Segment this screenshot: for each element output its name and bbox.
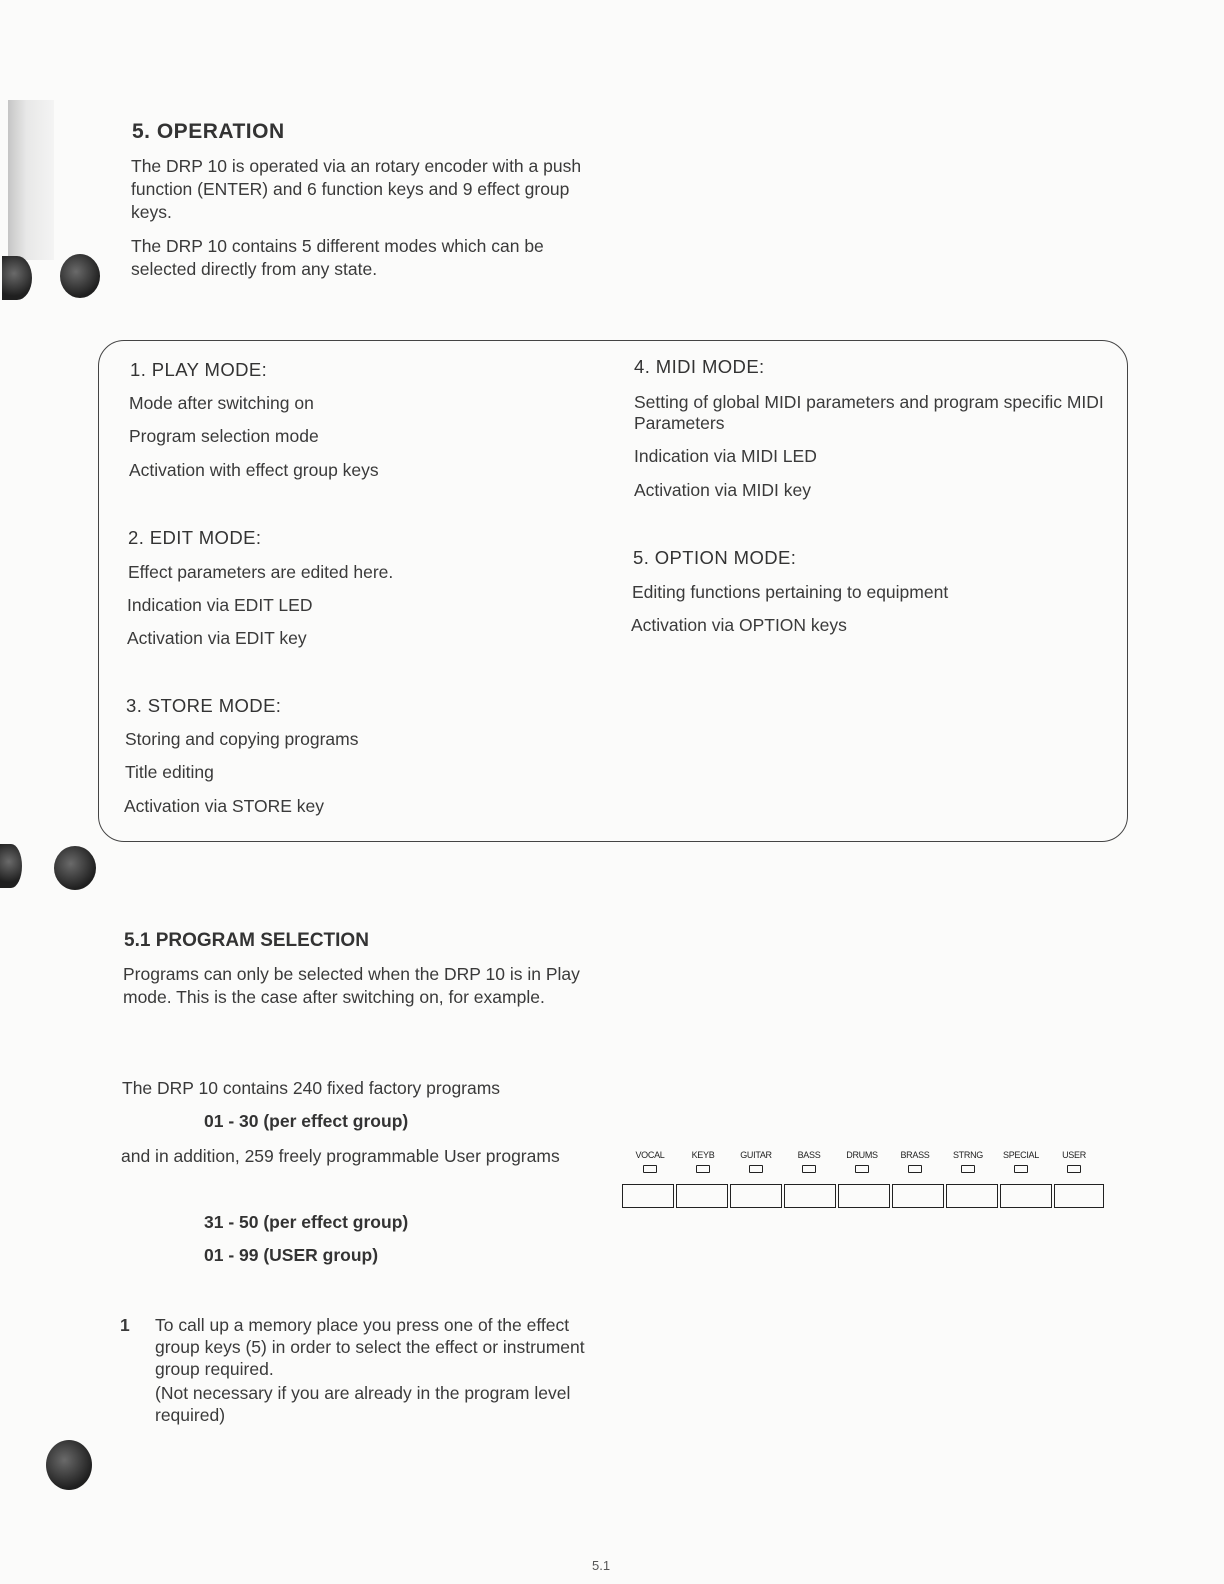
user-range: 31 - 50 (per effect group) bbox=[204, 1212, 409, 1232]
page-number: 5.1 bbox=[592, 1558, 611, 1573]
key-label: GUITAR bbox=[740, 1150, 772, 1160]
factory-programs-line: The DRP 10 contains 240 fixed factory programs bbox=[122, 1078, 501, 1098]
punch-hole-icon bbox=[46, 1440, 92, 1490]
mode-line: Indication via MIDI LED bbox=[634, 446, 817, 466]
mode-line: Setting of global MIDI parameters and program specific MIDI Parameters bbox=[634, 392, 1104, 433]
section-paragraph: The DRP 10 contains 5 different modes which can be selected directly from any state. bbox=[131, 236, 544, 279]
key-column bbox=[889, 1150, 941, 1173]
key-label: VOCAL bbox=[635, 1150, 665, 1160]
mode-line: Program selection mode bbox=[129, 426, 319, 446]
led-icon bbox=[908, 1165, 922, 1173]
effect-group-key-icon bbox=[838, 1184, 890, 1208]
binder-edge-shadow bbox=[8, 100, 54, 260]
mode-line: Title editing bbox=[125, 762, 214, 782]
mode-title: 5. OPTION MODE: bbox=[633, 547, 797, 568]
mode-line: Storing and copying programs bbox=[125, 729, 359, 749]
step-text: To call up a memory place you press one of the effect group keys (5) in order to select the effect or instrument group required. bbox=[155, 1315, 585, 1379]
mode-line: Editing functions pertaining to equipment bbox=[632, 582, 949, 602]
key-label: BRASS bbox=[900, 1150, 930, 1160]
led-icon bbox=[1014, 1165, 1028, 1173]
punch-hole-icon bbox=[2, 256, 32, 300]
led-icon bbox=[961, 1165, 975, 1173]
led-icon bbox=[749, 1165, 763, 1173]
mode-title: 1. PLAY MODE: bbox=[130, 359, 268, 380]
step-number: 1 bbox=[120, 1315, 130, 1335]
effect-group-key-icon bbox=[892, 1184, 944, 1208]
effect-group-key-icon bbox=[946, 1184, 998, 1208]
mode-line: Activation via STORE key bbox=[124, 796, 325, 816]
key-label: USER bbox=[1062, 1150, 1086, 1160]
key-column bbox=[836, 1150, 888, 1173]
effect-group-key-icon bbox=[676, 1184, 728, 1208]
key-label: BASS bbox=[797, 1150, 821, 1160]
mode-line: Indication via EDIT LED bbox=[127, 595, 313, 615]
key-label: SPECIAL bbox=[1003, 1150, 1039, 1160]
punch-hole-icon bbox=[0, 844, 22, 888]
led-icon bbox=[696, 1165, 710, 1173]
led-icon bbox=[802, 1165, 816, 1173]
mode-line: Activation via OPTION keys bbox=[631, 615, 847, 635]
key-column bbox=[942, 1150, 994, 1173]
subsection-title: 5.1 PROGRAM SELECTION bbox=[124, 930, 369, 951]
key-label: STRNG bbox=[952, 1150, 983, 1160]
effect-group-key-icon bbox=[1054, 1184, 1104, 1208]
led-icon bbox=[1067, 1165, 1081, 1173]
mode-line: Activation via MIDI key bbox=[634, 480, 811, 500]
mode-title: 4. MIDI MODE: bbox=[634, 356, 765, 377]
section-paragraph: The DRP 10 is operated via an rotary encoder with a push function (ENTER) and 6 function keys and 9 effect group keys. bbox=[131, 156, 582, 222]
step-note: (Not necessary if you are already in the program level required) bbox=[155, 1383, 571, 1425]
effect-group-key-icon bbox=[1000, 1184, 1052, 1208]
key-column bbox=[995, 1150, 1047, 1173]
key-column bbox=[624, 1150, 676, 1173]
mode-line: Mode after switching on bbox=[129, 393, 314, 413]
effect-group-key-icon bbox=[784, 1184, 836, 1208]
key-label: KEYB bbox=[691, 1150, 715, 1160]
led-icon bbox=[643, 1165, 657, 1173]
user-programs-line: and in addition, 259 freely programmable User programs bbox=[121, 1146, 560, 1166]
mode-line: Activation with effect group keys bbox=[129, 460, 379, 480]
key-label: DRUMS bbox=[846, 1150, 878, 1160]
factory-range: 01 - 30 (per effect group) bbox=[204, 1111, 409, 1131]
punch-hole-icon bbox=[54, 846, 96, 890]
user-range: 01 - 99 (USER group) bbox=[204, 1245, 379, 1265]
led-icon bbox=[855, 1165, 869, 1173]
mode-line: Effect parameters are edited here. bbox=[128, 562, 394, 582]
effect-group-key-icon bbox=[730, 1184, 782, 1208]
key-column bbox=[730, 1150, 782, 1173]
punch-hole-icon bbox=[60, 254, 100, 298]
mode-title: 2. EDIT MODE: bbox=[128, 527, 262, 548]
key-column bbox=[783, 1150, 835, 1173]
section-title: 5. OPERATION bbox=[132, 120, 285, 143]
key-column bbox=[1048, 1150, 1100, 1173]
effect-group-key-icon bbox=[622, 1184, 674, 1208]
mode-title: 3. STORE MODE: bbox=[126, 695, 282, 716]
mode-line: Activation via EDIT key bbox=[127, 628, 307, 648]
subsection-intro: Programs can only be selected when the DRP 10 is in Play mode. This is the case after switching on, for example. bbox=[123, 964, 580, 1007]
effect-group-key-panel bbox=[622, 1150, 1104, 1212]
key-column bbox=[677, 1150, 729, 1173]
